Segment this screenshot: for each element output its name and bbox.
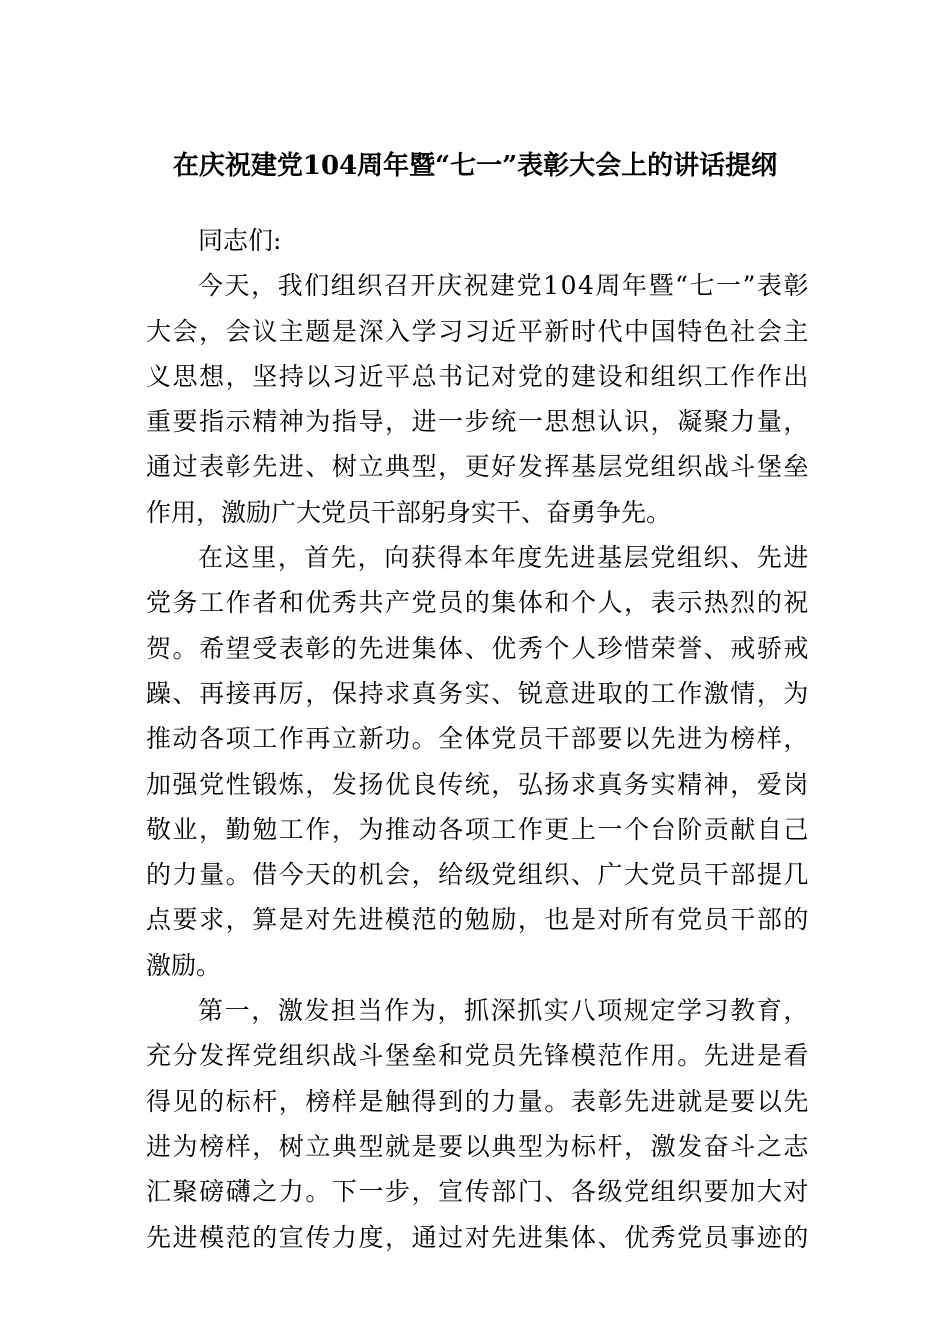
paragraph-1 — [146, 263, 810, 535]
salutation-line: 同志们: — [198, 226, 282, 255]
paragraph-line: 今天，我们组织召开庆祝建党104周年暨“七一”表彰 — [198, 271, 810, 301]
paragraph-line: 汇聚磅礴之力。下一步，宣传部门、各级党组织要加大对 — [146, 1177, 810, 1207]
paragraph-line: 加强党性锻炼，发扬优良传统，弘扬求真务实精神，爱岗 — [146, 769, 810, 799]
paragraph-line: 敬业，勤勉工作，为推动各项工作更上一个台阶贡献自己 — [146, 814, 810, 844]
paragraph-line: 充分发挥党组织战斗堡垒和党员先锋模范作用。先进是看 — [146, 1041, 810, 1071]
paragraph-line: 先进模范的宣传力度，通过对先进集体、优秀党员事迹的 — [146, 1222, 810, 1252]
paragraph-line: 的力量。借今天的机会，给级党组织、广大党员干部提几 — [146, 860, 810, 890]
paragraph-line: 党务工作者和优秀共产党员的集体和个人，表示热烈的祝 — [146, 588, 810, 618]
paragraph-line: 大会，会议主题是深入学习习近平新时代中国特色社会主 — [146, 316, 810, 346]
paragraph-line: 第一，激发担当作为，抓深抓实八项规定学习教育， — [198, 996, 810, 1026]
paragraph-line: 进为榜样，树立典型就是要以典型为标杆，激发奋斗之志 — [146, 1131, 810, 1161]
paragraph-line: 躁、再接再厉，保持求真务实、锐意进取的工作激情，为 — [146, 678, 810, 708]
paragraph-line: 点要求，算是对先进模范的勉励，也是对所有党员干部的 — [146, 905, 810, 935]
document-body — [146, 218, 810, 1260]
paragraph-2 — [146, 535, 810, 988]
paragraph-line: 推动各项工作再立新功。全体党员干部要以先进为榜样， — [146, 724, 810, 754]
salutation — [146, 218, 810, 263]
paragraph-line: 得见的标杆，榜样是触得到的力量。表彰先进就是要以先 — [146, 1086, 810, 1116]
paragraph-line: 贺。希望受表彰的先进集体、优秀个人珍惜荣誉、戒骄戒 — [146, 633, 810, 663]
paragraph-3 — [146, 988, 810, 1260]
document-title: 在庆祝建党104周年暨“七一”表彰大会上的讲话提纲 — [172, 151, 778, 181]
paragraph-line: 重要指示精神为指导，进一步统一思想认识，凝聚力量， — [146, 407, 810, 437]
paragraph-line: 义思想，坚持以习近平总书记对党的建设和组织工作作出 — [146, 361, 810, 391]
paragraph-line: 通过表彰先进、树立典型，更好发挥基层党组织战斗堡垒 — [146, 452, 810, 482]
paragraph-line: 激励。 — [146, 950, 222, 980]
paragraph-line: 作用，激励广大党员干部躬身实干、奋勇争先。 — [146, 497, 672, 527]
paragraph-line: 在这里，首先，向获得本年度先进基层党组织、先进 — [198, 543, 810, 573]
